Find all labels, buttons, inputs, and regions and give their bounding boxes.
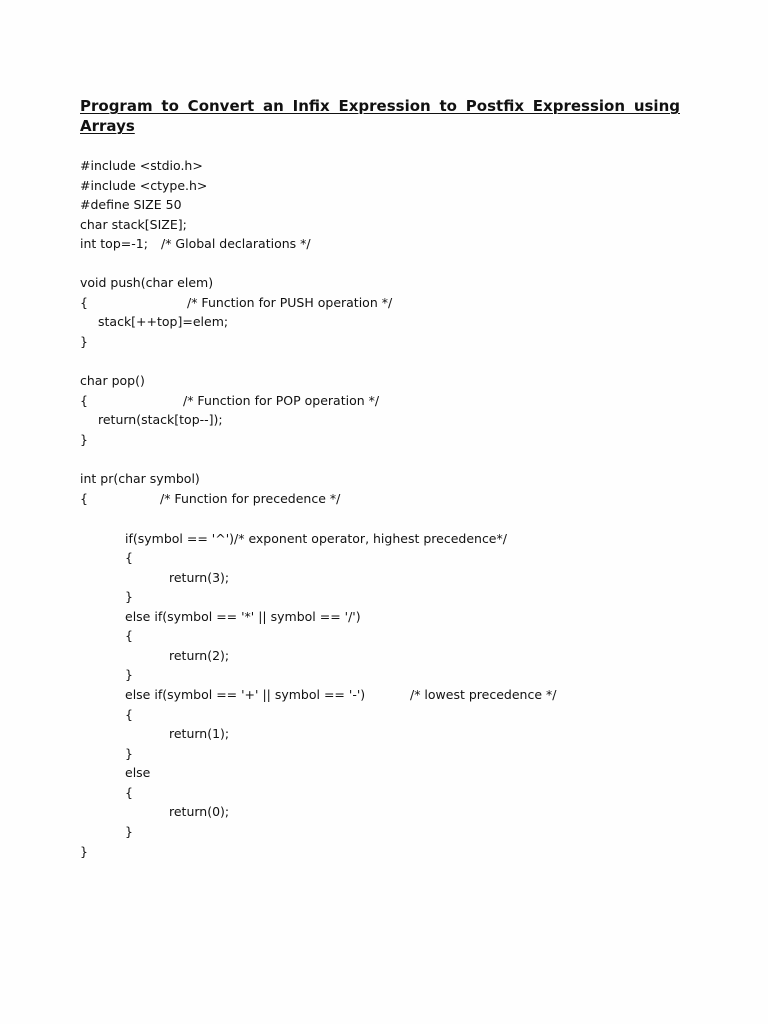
code-line: } xyxy=(125,824,133,839)
code-comment: /* Function for POP operation */ xyxy=(183,393,380,408)
code-line: } xyxy=(80,432,88,447)
code-line: { xyxy=(125,707,133,722)
code-comment: /* Global declarations */ xyxy=(161,236,311,251)
code-line: stack[++top]=elem; xyxy=(98,314,229,329)
code-line: if(symbol == '^')/* exponent operator, highest precedence*/ xyxy=(125,531,507,546)
code-line: #include <ctype.h> xyxy=(80,178,208,193)
code-line: { xyxy=(80,295,88,310)
code-line: } xyxy=(80,844,88,859)
code-comment: /* Function for PUSH operation */ xyxy=(187,295,393,310)
code-line: { xyxy=(125,785,133,800)
code-line: else if(symbol == '+' || symbol == '-') xyxy=(125,687,366,702)
code-line: return(0); xyxy=(169,804,230,819)
code-line: } xyxy=(125,746,133,761)
code-line: } xyxy=(125,589,133,604)
code-line: void push(char elem) xyxy=(80,275,214,290)
code-line: return(stack[top--]); xyxy=(98,412,223,427)
code-line: else if(symbol == '*' || symbol == '/') xyxy=(125,609,361,624)
code-comment: /* lowest precedence */ xyxy=(410,687,557,702)
code-line: char stack[SIZE]; xyxy=(80,217,187,232)
code-line: int pr(char symbol) xyxy=(80,471,200,486)
code-line: else xyxy=(125,765,151,780)
code-line: int top=-1; xyxy=(80,236,148,251)
code-line: } xyxy=(125,667,133,682)
code-line: return(1); xyxy=(169,726,230,741)
code-line: return(2); xyxy=(169,648,230,663)
code-line: { xyxy=(125,550,133,565)
code-line: return(3); xyxy=(169,570,230,585)
code-line: { xyxy=(80,491,88,506)
code-line: } xyxy=(80,334,88,349)
code-comment: /* Function for precedence */ xyxy=(160,491,341,506)
code-line: #define SIZE 50 xyxy=(80,197,182,212)
code-line: { xyxy=(125,628,133,643)
code-line: { xyxy=(80,393,88,408)
code-line: char pop() xyxy=(80,373,145,388)
code-line: #include <stdio.h> xyxy=(80,158,203,173)
document-title: Program to Convert an Infix Expression to Postfix Expression using Arrays xyxy=(80,97,680,135)
